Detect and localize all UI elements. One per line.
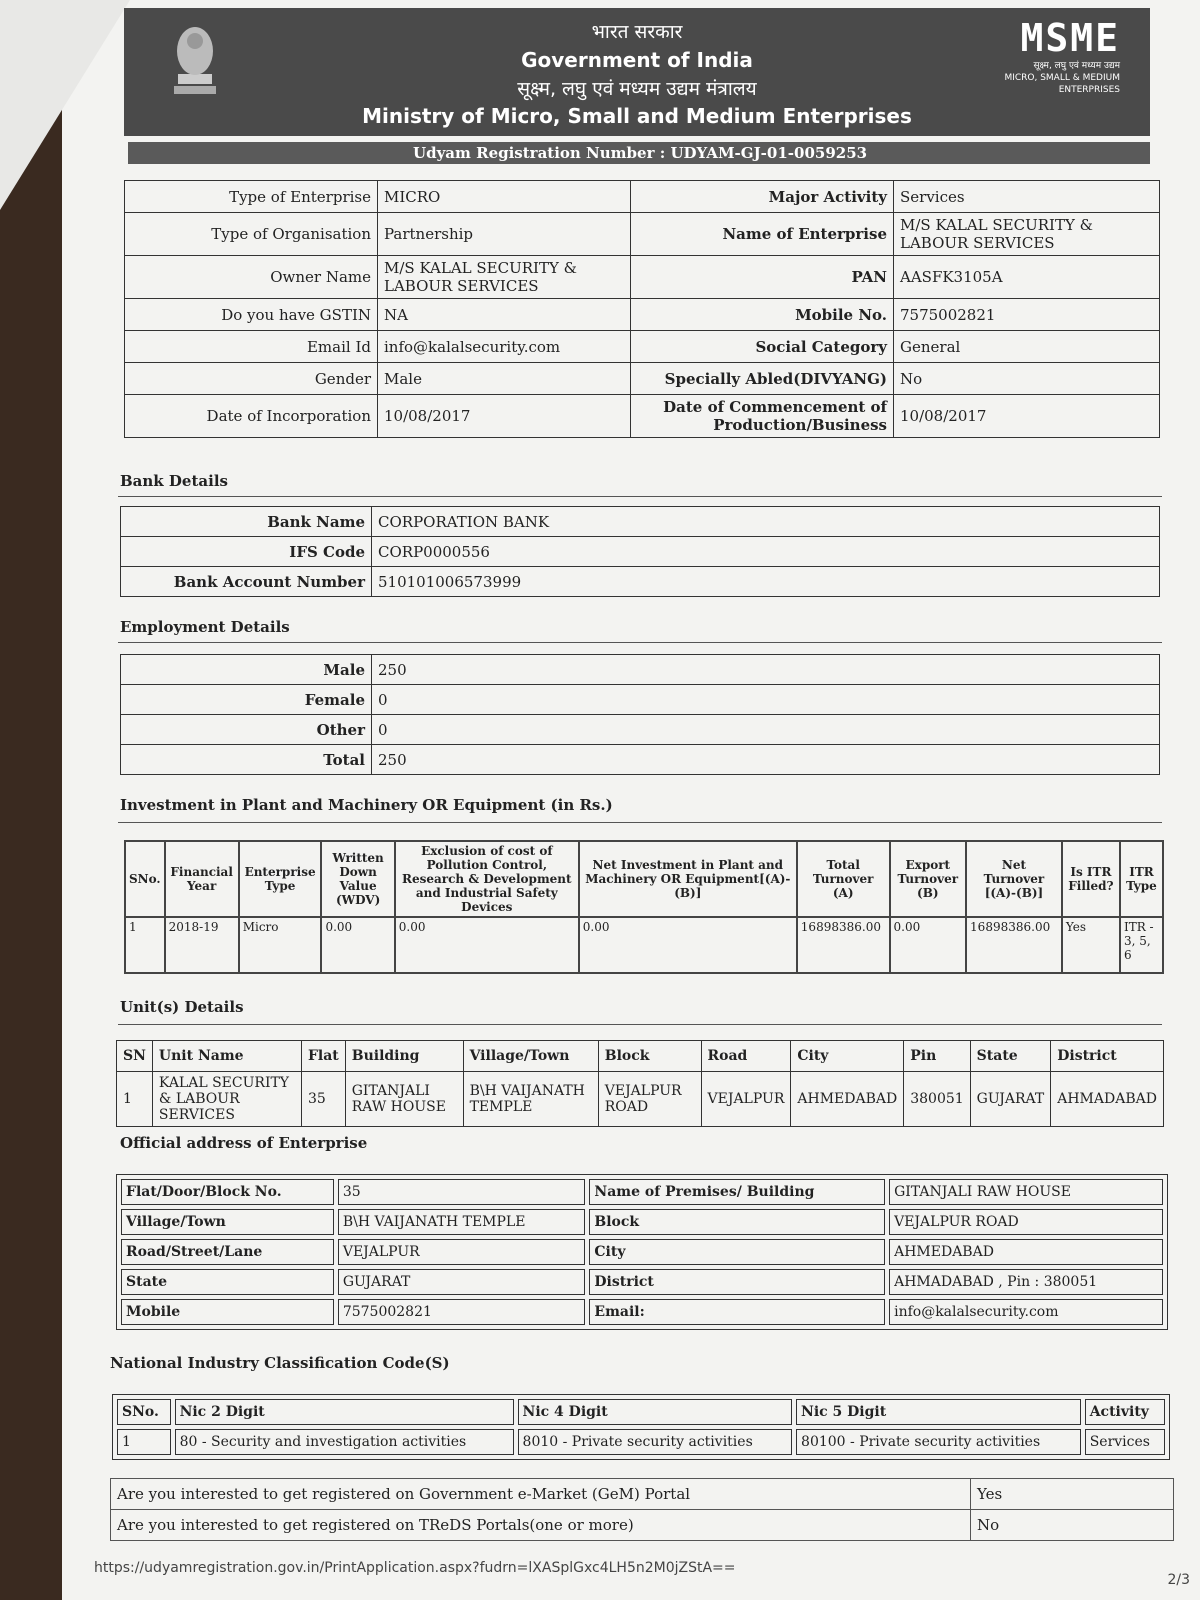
- table-cell: GUJARAT: [970, 1072, 1051, 1127]
- divyang: No: [894, 363, 1160, 395]
- flat-no: 35: [338, 1179, 586, 1205]
- table-cell: 0.00: [321, 917, 394, 973]
- ashoka-emblem-icon: [164, 16, 226, 116]
- investment-title: Investment in Plant and Machinery OR Equipment (in Rs.): [120, 796, 613, 814]
- print-url: https://udyamregistration.gov.in/PrintApplication.aspx?fudrn=lXASplGxc4LH5n2M0jZStA==: [94, 1560, 736, 1576]
- bank-account-number: 510101006573999: [372, 567, 1160, 597]
- treds-answer: No: [971, 1510, 1174, 1541]
- table-cell: VEJALPUR: [701, 1072, 791, 1127]
- column-header: State: [970, 1041, 1051, 1072]
- cell-label: District: [589, 1269, 885, 1295]
- cell-label: Bank Account Number: [121, 567, 372, 597]
- column-header: Building: [345, 1041, 463, 1072]
- column-header: Net Investment in Plant and Machinery OR Equipment[(A)-(B)]: [579, 841, 797, 917]
- cell-label: Mobile: [121, 1299, 334, 1325]
- cell-label: City: [589, 1239, 885, 1265]
- column-header: SN: [117, 1041, 153, 1072]
- table-cell: B\H VAIJANATH TEMPLE: [463, 1072, 598, 1127]
- date-of-commencement: 10/08/2017: [894, 395, 1160, 438]
- column-header: Financial Year: [165, 841, 239, 917]
- cell-label: Flat/Door/Block No.: [121, 1179, 334, 1205]
- table-cell: 80100 - Private security activities: [796, 1429, 1081, 1455]
- type-of-organisation: Partnership: [378, 213, 631, 256]
- cell-label: Block: [589, 1209, 885, 1235]
- table-cell: 1: [117, 1072, 153, 1127]
- table-cell: 380051: [904, 1072, 970, 1127]
- table-cell: Micro: [239, 917, 322, 973]
- units-title: Unit(s) Details: [120, 998, 244, 1016]
- type-of-enterprise: MICRO: [378, 181, 631, 213]
- name-of-enterprise: M/S KALAL SECURITY & LABOUR SERVICES: [894, 213, 1160, 256]
- cell-label: Do you have GSTIN: [125, 299, 378, 331]
- column-header: City: [791, 1041, 904, 1072]
- table-row: [117, 1429, 1165, 1455]
- cell-label: Male: [121, 655, 372, 685]
- cell-label: Email:: [589, 1299, 885, 1325]
- table-row: [125, 917, 1163, 973]
- mobile: 7575002821: [894, 299, 1160, 331]
- cell-label: Other: [121, 715, 372, 745]
- table-cell: 1: [117, 1429, 171, 1455]
- registration-number-bar: [128, 142, 1150, 164]
- cell-label: IFS Code: [121, 537, 372, 567]
- column-header: Is ITR Filled?: [1062, 841, 1120, 917]
- social-category: General: [894, 331, 1160, 363]
- table-cell: 8010 - Private security activities: [518, 1429, 792, 1455]
- male-count: 250: [372, 655, 1160, 685]
- table-row: [121, 1299, 1163, 1325]
- column-header: Nic 2 Digit: [175, 1399, 514, 1425]
- bank-name: CORPORATION BANK: [372, 507, 1160, 537]
- table-row: [125, 256, 1160, 299]
- column-header: Net Turnover [(A)-(B)]: [966, 841, 1062, 917]
- total-count: 250: [372, 745, 1160, 775]
- premises-name: GITANJALI RAW HOUSE: [889, 1179, 1163, 1205]
- official-email: info@kalalsecurity.com: [889, 1299, 1163, 1325]
- nic-table: [112, 1394, 1170, 1460]
- table-cell: 0.00: [890, 917, 967, 973]
- cell-label: Email Id: [125, 331, 378, 363]
- table-header-row: [117, 1041, 1164, 1072]
- other-count: 0: [372, 715, 1160, 745]
- table-row: [117, 1072, 1164, 1127]
- cell-label: Social Category: [631, 331, 894, 363]
- enterprise-details-table: [124, 180, 1160, 438]
- hindi-ministry: सूक्ष्म, लघु एवं मध्यम उद्यम मंत्रालय: [517, 78, 757, 100]
- gstin: NA: [378, 299, 631, 331]
- bank-details-title: Bank Details: [120, 472, 228, 490]
- column-header: SNo.: [125, 841, 165, 917]
- table-cell: GITANJALI RAW HOUSE: [345, 1072, 463, 1127]
- table-cell: AHMEDABAD: [791, 1072, 904, 1127]
- gem-question: Are you interested to get registered on Government e-Market (GeM) Portal: [111, 1479, 971, 1510]
- table-header-row: [125, 841, 1163, 917]
- table-row: [121, 685, 1160, 715]
- cell-label: Total: [121, 745, 372, 775]
- column-header: Nic 5 Digit: [796, 1399, 1081, 1425]
- divider: [118, 642, 1162, 643]
- table-row: [121, 537, 1160, 567]
- cell-label: Date of Incorporation: [125, 395, 378, 438]
- portal-questions-table: [110, 1478, 1174, 1541]
- nic-title: National Industry Classification Code(S): [110, 1354, 450, 1372]
- column-header: ITR Type: [1120, 841, 1163, 917]
- table-row: [125, 299, 1160, 331]
- cell-label: Name of Premises/ Building: [589, 1179, 885, 1205]
- cell-label: PAN: [631, 256, 894, 299]
- cell-label: Specially Abled(DIVYANG): [631, 363, 894, 395]
- table-cell: 0.00: [579, 917, 797, 973]
- table-cell: 2018-19: [165, 917, 239, 973]
- column-header: Village/Town: [463, 1041, 598, 1072]
- table-row: [111, 1479, 1174, 1510]
- table-row: [121, 1239, 1163, 1265]
- msme-tag: MICRO, SMALL & MEDIUM ENTERPRISES: [1004, 73, 1120, 95]
- divider: [118, 496, 1162, 497]
- employment-details-title: Employment Details: [120, 618, 290, 636]
- column-header: Written Down Value (WDV): [321, 841, 394, 917]
- table-row: [121, 507, 1160, 537]
- owner-name: M/S KALAL SECURITY & LABOUR SERVICES: [378, 256, 631, 299]
- table-row: [111, 1510, 1174, 1541]
- road: VEJALPUR: [338, 1239, 586, 1265]
- cell-label: Type of Enterprise: [125, 181, 378, 213]
- msme-logo-text: MSME: [1020, 16, 1120, 60]
- table-row: [125, 363, 1160, 395]
- column-header: Enterprise Type: [239, 841, 322, 917]
- hindi-government: भारत सरकार: [591, 21, 683, 43]
- date-of-incorporation: 10/08/2017: [378, 395, 631, 438]
- table-cell: VEJALPUR ROAD: [598, 1072, 701, 1127]
- column-header: Exclusion of cost of Pollution Control, Research & Development and Industrial Safety Devices: [395, 841, 579, 917]
- bank-details-table: [120, 506, 1160, 597]
- ifs-code: CORP0000556: [372, 537, 1160, 567]
- table-header-row: [117, 1399, 1165, 1425]
- table-cell: 80 - Security and investigation activities: [175, 1429, 514, 1455]
- ministry-title: Ministry of Micro, Small and Medium Enterprises: [362, 104, 912, 128]
- table-row: [125, 331, 1160, 363]
- divider: [118, 822, 1162, 823]
- cell-label: Female: [121, 685, 372, 715]
- cell-label: Gender: [125, 363, 378, 395]
- column-header: Nic 4 Digit: [518, 1399, 792, 1425]
- cell-label: Road/Street/Lane: [121, 1239, 334, 1265]
- table-row: [121, 1209, 1163, 1235]
- table-row: [121, 1269, 1163, 1295]
- table-cell: 0.00: [395, 917, 579, 973]
- table-row: [121, 745, 1160, 775]
- female-count: 0: [372, 685, 1160, 715]
- divider: [118, 1024, 1162, 1025]
- cell-label: State: [121, 1269, 334, 1295]
- ministry-banner: [124, 8, 1150, 136]
- gender: Male: [378, 363, 631, 395]
- major-activity: Services: [894, 181, 1160, 213]
- page-number: 2/3: [1167, 1572, 1190, 1588]
- table-cell: 35: [301, 1072, 345, 1127]
- cell-label: Date of Commencement of Production/Business: [631, 395, 894, 438]
- reg-number: UDYAM-GJ-01-0059253: [670, 144, 868, 162]
- cell-label: Village/Town: [121, 1209, 334, 1235]
- table-cell: Services: [1085, 1429, 1165, 1455]
- column-header: Block: [598, 1041, 701, 1072]
- table-row: [125, 213, 1160, 256]
- table-cell: Yes: [1062, 917, 1120, 973]
- cell-label: Type of Organisation: [125, 213, 378, 256]
- table-row: [121, 567, 1160, 597]
- gem-answer: Yes: [971, 1479, 1174, 1510]
- government-title: Government of India: [521, 48, 753, 72]
- cell-label: Bank Name: [121, 507, 372, 537]
- msme-logo: [960, 16, 1120, 96]
- table-row: [121, 1179, 1163, 1205]
- official-mobile: 7575002821: [338, 1299, 586, 1325]
- column-header: Export Turnover (B): [890, 841, 967, 917]
- cell-label: Mobile No.: [631, 299, 894, 331]
- official-address-table: [116, 1174, 1168, 1330]
- column-header: District: [1051, 1041, 1164, 1072]
- msme-tag-hindi: सूक्ष्म, लघु एवं मध्यम उद्यम: [1033, 61, 1120, 71]
- treds-question: Are you interested to get registered on TReDS Portals(one or more): [111, 1510, 971, 1541]
- column-header: Pin: [904, 1041, 970, 1072]
- cell-label: Owner Name: [125, 256, 378, 299]
- table-cell: 16898386.00: [797, 917, 890, 973]
- state: GUJARAT: [338, 1269, 586, 1295]
- pan: AASFK3105A: [894, 256, 1160, 299]
- employment-table: [120, 654, 1160, 775]
- block: VEJALPUR ROAD: [889, 1209, 1163, 1235]
- column-header: Flat: [301, 1041, 345, 1072]
- table-row: [125, 395, 1160, 438]
- cell-label: Major Activity: [631, 181, 894, 213]
- table-row: [125, 181, 1160, 213]
- table-row: [121, 715, 1160, 745]
- column-header: Unit Name: [152, 1041, 301, 1072]
- column-header: Activity: [1085, 1399, 1165, 1425]
- table-cell: 16898386.00: [966, 917, 1062, 973]
- table-cell: AHMADABAD: [1051, 1072, 1164, 1127]
- investment-table: [124, 840, 1164, 974]
- village-town: B\H VAIJANATH TEMPLE: [338, 1209, 586, 1235]
- cell-label: Name of Enterprise: [631, 213, 894, 256]
- table-row: [121, 655, 1160, 685]
- city: AHMEDABAD: [889, 1239, 1163, 1265]
- table-cell: KALAL SECURITY & LABOUR SERVICES: [152, 1072, 301, 1127]
- column-header: Total Turnover (A): [797, 841, 890, 917]
- column-header: SNo.: [117, 1399, 171, 1425]
- official-address-title: Official address of Enterprise: [120, 1134, 368, 1152]
- table-cell: 1: [125, 917, 165, 973]
- district: AHMADABAD , Pin : 380051: [889, 1269, 1163, 1295]
- reg-label: Udyam Registration Number :: [413, 144, 666, 162]
- column-header: Road: [701, 1041, 791, 1072]
- units-table: [116, 1040, 1164, 1127]
- email: info@kalalsecurity.com: [378, 331, 631, 363]
- table-cell: ITR - 3, 5, 6: [1120, 917, 1163, 973]
